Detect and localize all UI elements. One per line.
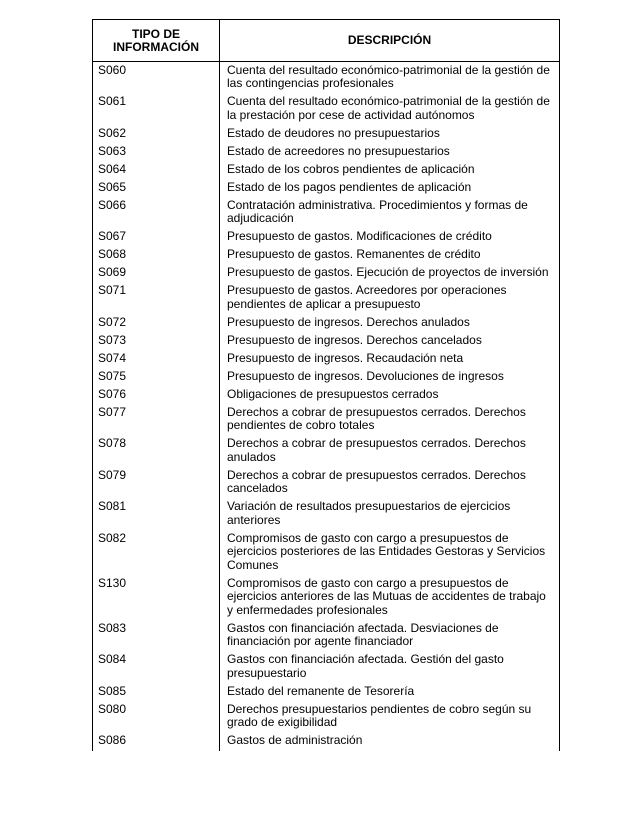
row-description: Estado de deudores no presupuestarios [220, 125, 560, 143]
table-row [93, 265, 560, 283]
row-code: S085 [93, 683, 220, 701]
table-row [93, 247, 560, 265]
table-row [93, 62, 560, 94]
table-row [93, 332, 560, 350]
row-description: Derechos a cobrar de presupuestos cerrados. Derechos anulados [220, 436, 560, 468]
row-code: S086 [93, 733, 220, 751]
row-description: Estado de acreedores no presupuestarios [220, 143, 560, 161]
table-row [93, 314, 560, 332]
row-code: S079 [93, 467, 220, 499]
row-code: S061 [93, 94, 220, 126]
row-code: S083 [93, 620, 220, 652]
table-row [93, 125, 560, 143]
row-description: Estado de los pagos pendientes de aplicación [220, 179, 560, 197]
table-row [93, 350, 560, 368]
row-description: Estado de los cobros pendientes de aplicación [220, 161, 560, 179]
table-row [93, 683, 560, 701]
row-description: Compromisos de gasto con cargo a presupuestos de ejercicios posteriores de las Entidades Gestoras y Servicios Comunes [220, 530, 560, 575]
row-code: S062 [93, 125, 220, 143]
row-description: Compromisos de gasto con cargo a presupuestos de ejercicios anteriores de las Mutuas de accidentes de trabajo y enfermedades profesionales [220, 575, 560, 620]
table-row [93, 229, 560, 247]
table-row [93, 620, 560, 652]
row-code: S081 [93, 499, 220, 531]
table-row [93, 143, 560, 161]
row-description: Derechos a cobrar de presupuestos cerrados. Derechos pendientes de cobro totales [220, 404, 560, 436]
row-code: S064 [93, 161, 220, 179]
table-row [93, 404, 560, 436]
row-code: S080 [93, 701, 220, 733]
table-row [93, 197, 560, 229]
row-description: Presupuesto de gastos. Ejecución de proyectos de inversión [220, 265, 560, 283]
row-code: S063 [93, 143, 220, 161]
row-description: Derechos a cobrar de presupuestos cerrados. Derechos cancelados [220, 467, 560, 499]
row-description: Presupuesto de gastos. Acreedores por operaciones pendientes de aplicar a presupuesto [220, 283, 560, 315]
row-description: Presupuesto de ingresos. Derechos cancelados [220, 332, 560, 350]
table-row [93, 283, 560, 315]
column-header-tipo [93, 20, 220, 62]
row-code: S084 [93, 652, 220, 684]
row-code: S075 [93, 368, 220, 386]
table-row [93, 467, 560, 499]
table-row [93, 733, 560, 751]
row-description: Contratación administrativa. Procedimientos y formas de adjudicación [220, 197, 560, 229]
row-code: S078 [93, 436, 220, 468]
row-code: S130 [93, 575, 220, 620]
information-types-table [92, 19, 560, 751]
table-row [93, 652, 560, 684]
row-description: Presupuesto de ingresos. Devoluciones de ingresos [220, 368, 560, 386]
row-code: S073 [93, 332, 220, 350]
row-code: S076 [93, 386, 220, 404]
row-code: S069 [93, 265, 220, 283]
row-code: S060 [93, 62, 220, 94]
row-description: Estado del remanente de Tesorería [220, 683, 560, 701]
row-code: S077 [93, 404, 220, 436]
table-row [93, 499, 560, 531]
table-row [93, 575, 560, 620]
row-code: S066 [93, 197, 220, 229]
table-body [93, 62, 560, 751]
row-description: Presupuesto de gastos. Remanentes de crédito [220, 247, 560, 265]
column-header-descripcion: DESCRIPCIÓN [220, 20, 560, 62]
table-header-row [93, 20, 560, 62]
row-code: S082 [93, 530, 220, 575]
row-description: Cuenta del resultado económico-patrimonial de la gestión de la prestación por cese de actividad autónomos [220, 94, 560, 126]
row-code: S074 [93, 350, 220, 368]
row-code: S065 [93, 179, 220, 197]
row-code: S072 [93, 314, 220, 332]
column-header-tipo-line2: INFORMACIÓN [113, 39, 199, 54]
table-row [93, 436, 560, 468]
row-code: S067 [93, 229, 220, 247]
row-description: Derechos presupuestarios pendientes de cobro según su grado de exigibilidad [220, 701, 560, 733]
row-description: Presupuesto de ingresos. Recaudación neta [220, 350, 560, 368]
row-description: Gastos con financiación afectada. Desviaciones de financiación por agente financiador [220, 620, 560, 652]
row-code: S071 [93, 283, 220, 315]
row-description: Presupuesto de gastos. Modificaciones de crédito [220, 229, 560, 247]
column-header-tipo-line1: TIPO DE [131, 26, 180, 41]
table-row [93, 386, 560, 404]
row-description: Variación de resultados presupuestarios de ejercicios anteriores [220, 499, 560, 531]
row-description: Obligaciones de presupuestos cerrados [220, 386, 560, 404]
row-description: Cuenta del resultado económico-patrimonial de la gestión de las contingencias profesionales [220, 62, 560, 94]
table-row [93, 179, 560, 197]
table-row [93, 161, 560, 179]
table-row [93, 94, 560, 126]
table-row [93, 368, 560, 386]
table-row [93, 701, 560, 733]
row-code: S068 [93, 247, 220, 265]
row-description: Gastos de administración [220, 733, 560, 751]
table-row [93, 530, 560, 575]
row-description: Presupuesto de ingresos. Derechos anulados [220, 314, 560, 332]
row-description: Gastos con financiación afectada. Gestión del gasto presupuestario [220, 652, 560, 684]
